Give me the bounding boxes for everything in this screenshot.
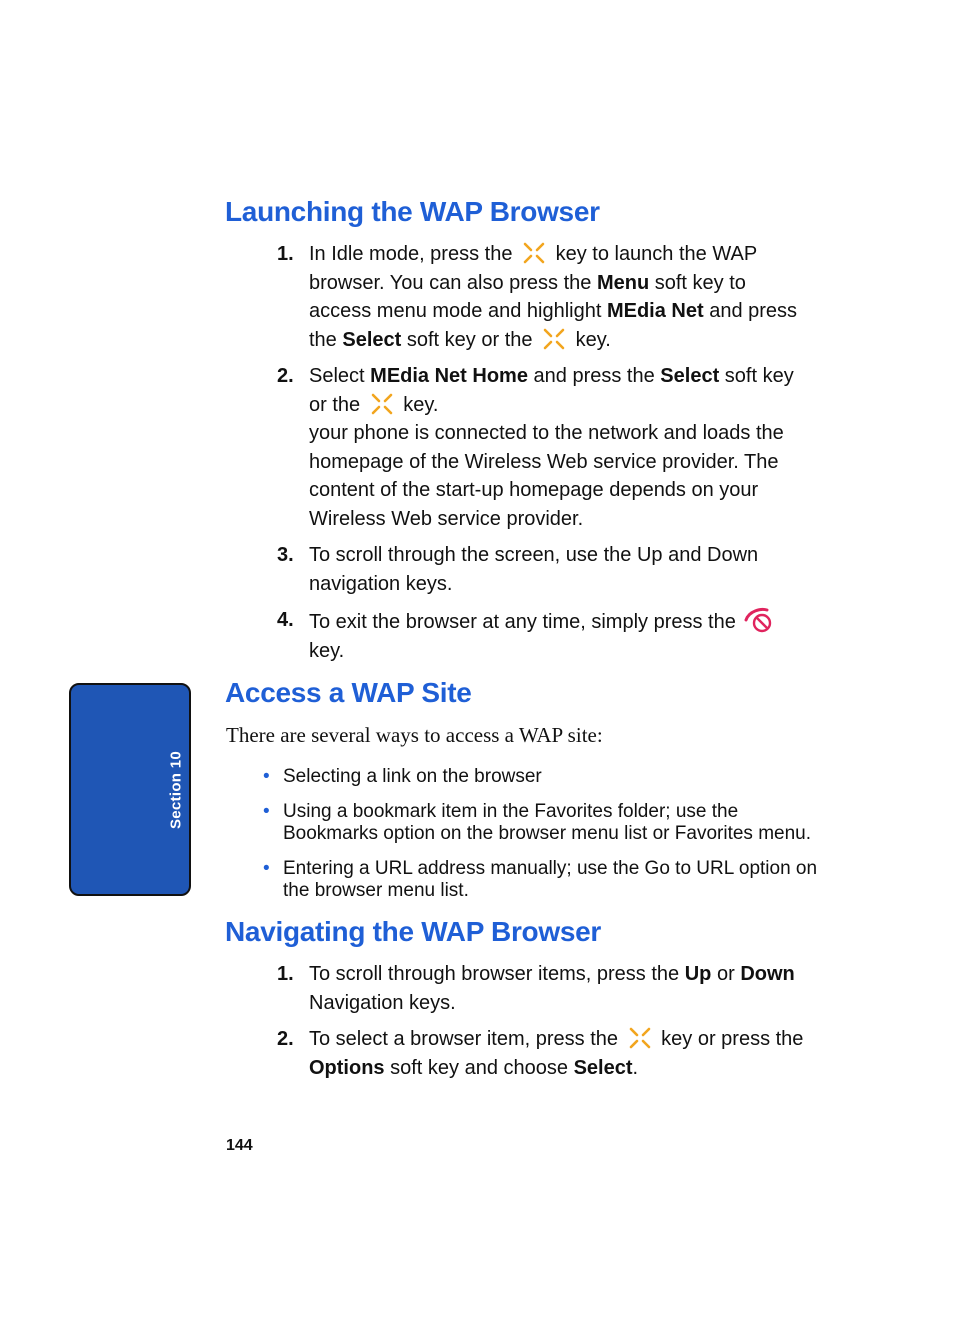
end-call-icon (743, 606, 775, 634)
step: 3. To scroll through the screen, use the Up and Down navigation keys. (277, 544, 759, 595)
page-number: 144 (226, 1137, 253, 1154)
heading-launching: Launching the WAP Browser (225, 196, 600, 227)
step: 2. Select MEdia Net Home and press the Select soft key or the key. your phone is connected to the network and loads the homepage of the Wireless Web service provider. The content of the start-up homepage depends on your Wireless Web service provider. (277, 365, 794, 530)
bullet-icon: • (263, 800, 270, 822)
bullet-icon: • (263, 857, 270, 879)
navigating-steps (277, 960, 807, 1090)
bullet-icon: • (263, 766, 270, 787)
launching-steps (277, 240, 807, 673)
heading-access: Access a WAP Site (225, 677, 472, 708)
step: 1. To scroll through browser items, press the Up or Down Navigation keys. (277, 963, 795, 1014)
nav-key-icon (370, 392, 394, 416)
list-item: • Entering a URL address manually; use the Go to URL option on the browser menu list. (263, 857, 818, 901)
list-item: • Selecting a link on the browser (263, 766, 542, 787)
access-intro: There are several ways to access a WAP site: (226, 723, 603, 747)
nav-key-icon (542, 327, 566, 351)
nav-key-icon (522, 241, 546, 265)
heading-navigating: Navigating the WAP Browser (225, 916, 601, 947)
step: 1. In Idle mode, press the key to launch the WAP browser. You can also press the Menu soft key to access menu mode and highlight MEdia Net and press the Select soft key or the key. (277, 243, 798, 351)
list-item: • Using a bookmark item in the Favorites folder; use the Bookmarks option on the browser menu list or Favorites menu. (263, 800, 812, 844)
step: 2. To select a browser item, press the key or press the Options soft key and choose Select. (277, 1028, 804, 1079)
nav-key-icon (628, 1026, 652, 1050)
section-tab-label: Section 10 (167, 750, 185, 830)
step: 4. To exit the browser at any time, simply press the key. (277, 606, 807, 665)
access-bullets (263, 766, 823, 915)
